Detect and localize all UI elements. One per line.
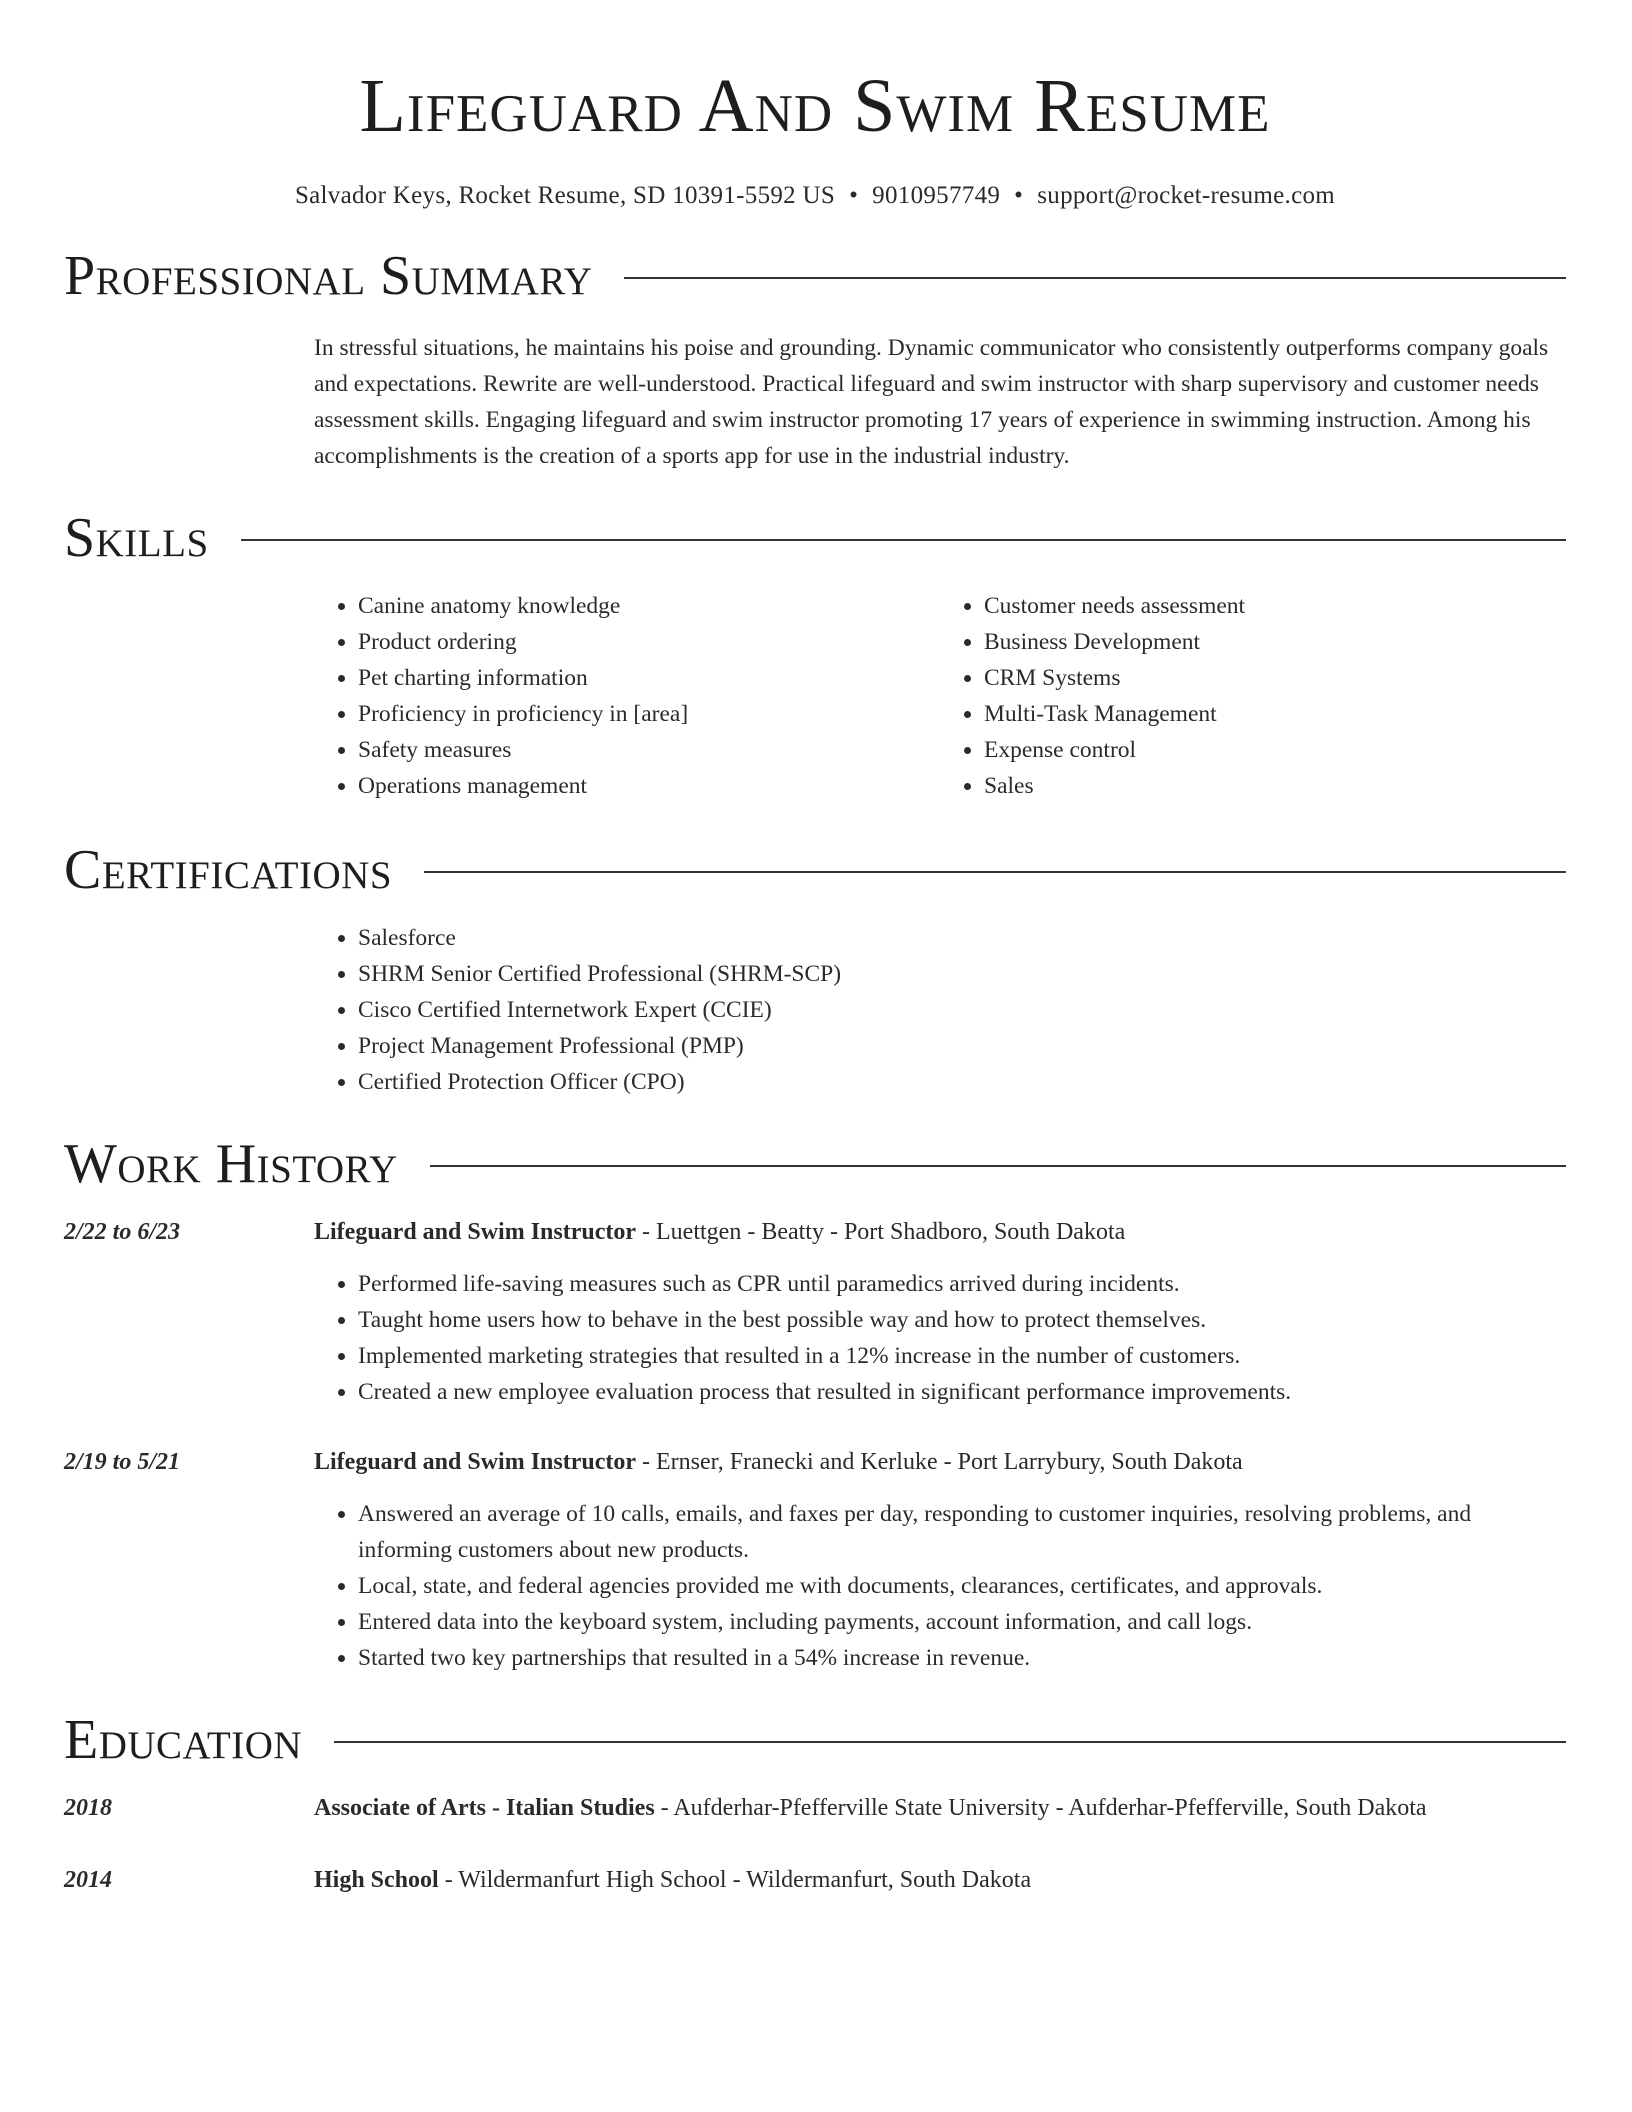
- certifications-heading: Certifications: [64, 839, 393, 901]
- list-item: • Created a new employee evaluation process that resulted in significant performance improvements.: [358, 1374, 1566, 1410]
- job-heading: [314, 1444, 1566, 1480]
- job-bullets: [314, 1266, 1566, 1410]
- section-divider: [624, 277, 1566, 279]
- summary-section-header: [64, 245, 1566, 307]
- list-item: • Certified Protection Officer (CPO): [358, 1064, 1566, 1100]
- education-content: [314, 1790, 1566, 1826]
- job-dates: 2/19 to 5/21: [64, 1449, 181, 1475]
- list-item: • Implemented marketing strategies that resulted in a 12% increase in the number of customers.: [358, 1338, 1566, 1374]
- education-school-location: - Aufderhar-Pfefferville State University - Aufderhar-Pfefferville, South Dakota: [654, 1795, 1427, 1821]
- job-content: [314, 1444, 1566, 1676]
- list-item: • Customer needs assessment: [984, 588, 1566, 624]
- list-item: • Taught home users how to behave in the best possible way and how to protect themselves.: [358, 1302, 1566, 1338]
- certifications-section-header: [64, 839, 1566, 901]
- list-item: • Safety measures: [358, 732, 940, 768]
- list-item: • SHRM Senior Certified Professional (SHRM-SCP): [358, 956, 1566, 992]
- skills-list: [314, 588, 1566, 804]
- list-item: • Project Management Professional (PMP): [358, 1028, 1566, 1064]
- education-school-location: - Wildermanfurt High School - Wildermanfurt, South Dakota: [438, 1867, 1032, 1893]
- job-entry: [64, 1444, 1566, 1676]
- contact-separator: •: [849, 182, 859, 209]
- work-history-heading: Work History: [64, 1133, 398, 1195]
- skills-column-right: [940, 588, 1566, 804]
- education-degree: Associate of Arts - Italian Studies: [314, 1795, 655, 1821]
- contact-separator: •: [1014, 182, 1024, 209]
- skills-section-header: [64, 507, 1566, 569]
- education-degree: High School: [314, 1867, 439, 1893]
- list-item: • Entered data into the keyboard system, including payments, account information, and call logs.: [358, 1604, 1566, 1640]
- job-dates: 2/22 to 6/23: [64, 1219, 181, 1245]
- section-divider: [241, 539, 1566, 541]
- certifications-items: [314, 920, 1566, 1100]
- summary-heading: Professional Summary: [64, 245, 593, 307]
- education-entry: [64, 1790, 1566, 1826]
- education-content: [314, 1862, 1566, 1898]
- job-employer-location: - Luettgen - Beatty - Port Shadboro, South Dakota: [636, 1219, 1126, 1245]
- list-item: • Answered an average of 10 calls, emails, and faxes per day, responding to customer inquiries, resolving problems, and informing customers about new products.: [358, 1496, 1566, 1568]
- summary-text: In stressful situations, he maintains his poise and grounding. Dynamic communicator who consistently outperforms company goals and expectations. Rewrite are well-understood. Practical lifeguard and swim instructor with sharp supervisory and customer needs assessment skills. Engaging lifeguard and swim instructor promoting 17 years of experience in swimming instruction. Among his accomplishments is the creation of a sports app for use in the industrial industry.: [314, 335, 1549, 469]
- resume-title: Lifeguard And Swim Resume: [359, 64, 1271, 148]
- job-entry: [64, 1214, 1566, 1410]
- list-item: • Product ordering: [358, 624, 940, 660]
- list-item: • Local, state, and federal agencies provided me with documents, clearances, certificates, and approvals.: [358, 1568, 1566, 1604]
- job-heading: [314, 1214, 1566, 1250]
- contact-phone: 9010957749: [872, 182, 1001, 209]
- job-bullets: [314, 1496, 1566, 1676]
- contact-address: Salvador Keys, Rocket Resume, SD 10391-5592 US: [294, 182, 836, 209]
- list-item: • Multi-Task Management: [984, 696, 1566, 732]
- list-item: • Cisco Certified Internetwork Expert (CCIE): [358, 992, 1566, 1028]
- list-item: • Operations management: [358, 768, 940, 804]
- job-title: Lifeguard and Swim Instructor: [314, 1449, 637, 1475]
- education-year: 2014: [64, 1867, 112, 1893]
- job-title: Lifeguard and Swim Instructor: [314, 1219, 637, 1245]
- section-divider: [430, 1165, 1566, 1167]
- education-year: 2018: [64, 1795, 112, 1821]
- education-section-header: [64, 1709, 1566, 1771]
- work-history-section-header: [64, 1133, 1566, 1195]
- job-employer-location: - Ernser, Franecki and Kerluke - Port Larrybury, South Dakota: [636, 1449, 1243, 1475]
- certifications-list: [314, 920, 1566, 1100]
- section-divider: [334, 1741, 1566, 1743]
- section-divider: [424, 871, 1566, 873]
- list-item: • Canine anatomy knowledge: [358, 588, 940, 624]
- job-content: [314, 1214, 1566, 1410]
- list-item: • Salesforce: [358, 920, 1566, 956]
- list-item: • Sales: [984, 768, 1566, 804]
- contact-line: [64, 182, 1566, 210]
- list-item: • Expense control: [984, 732, 1566, 768]
- education-entry: [64, 1862, 1566, 1898]
- skills-heading: Skills: [64, 507, 209, 569]
- list-item: • Performed life-saving measures such as CPR until paramedics arrived during incidents.: [358, 1266, 1566, 1302]
- list-item: • Business Development: [984, 624, 1566, 660]
- skills-column-left: [314, 588, 940, 804]
- list-item: • Proficiency in proficiency in [area]: [358, 696, 940, 732]
- education-heading: Education: [64, 1709, 303, 1771]
- contact-email: support@rocket-resume.com: [1037, 182, 1336, 209]
- list-item: • CRM Systems: [984, 660, 1566, 696]
- list-item: • Pet charting information: [358, 660, 940, 696]
- list-item: • Started two key partnerships that resulted in a 54% increase in revenue.: [358, 1640, 1566, 1676]
